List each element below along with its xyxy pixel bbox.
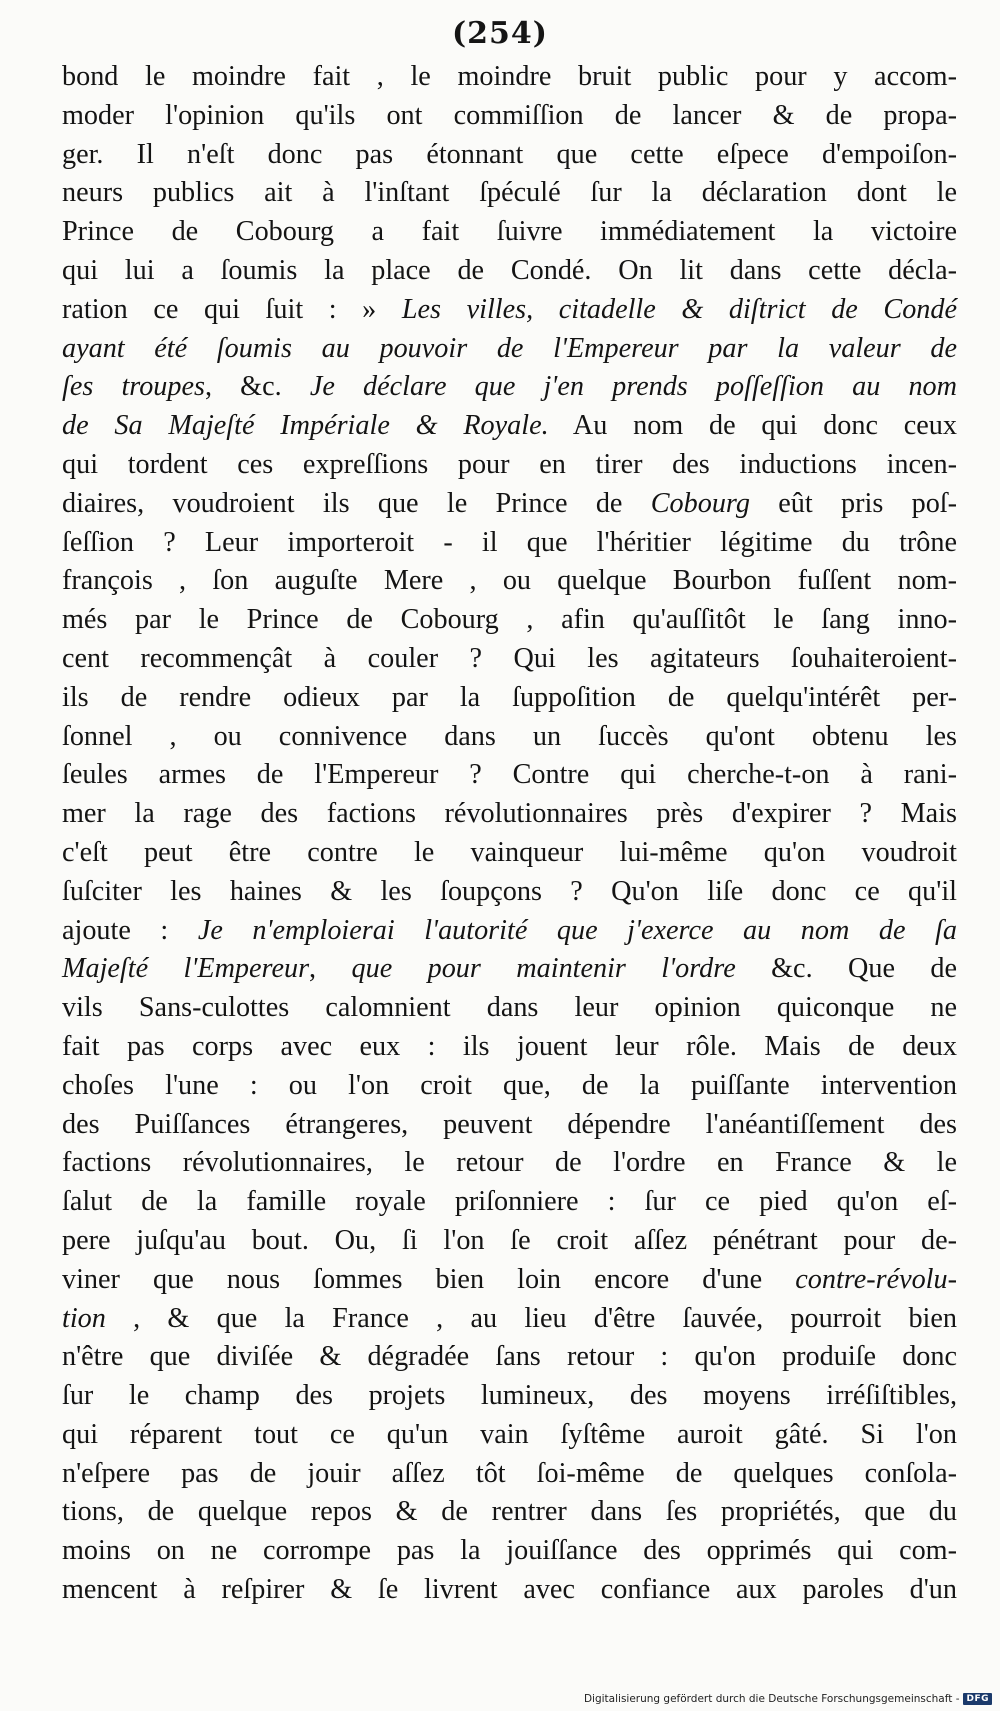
text-segment: pere juſqu'au bout. Ou, ſi l'on ſe croit aſſez pénétrant pour de- [62,1224,957,1256]
text-line [62,562,957,601]
text-segment: bond le moindre fait , le moindre bruit public pour y accom- [62,61,957,92]
text-line [62,291,957,330]
text-line [62,213,957,252]
italic-text-segment: Je déclare que j'en prends poſſeſſion au nom [309,371,958,403]
page-number: (254) [451,16,548,51]
text-line [62,1028,957,1067]
italic-text-segment: ſes troupes [62,371,205,403]
text-segment: françois , ſon auguſte Mere , ou quelque Bourbon fuſſent nom- [62,565,957,597]
text-line [62,718,957,757]
text-line [62,407,957,446]
text-line [62,912,957,951]
text-line [62,601,957,640]
italic-text-segment: ayant été ſoumis au pouvoir de l'Empereur par la valeur de [62,332,957,364]
text-line [62,252,957,291]
text-segment: neurs publics ait à l'inſtant ſpéculé ſur la déclaration dont le [62,177,957,209]
text-line [62,330,957,369]
body-text [62,58,957,1610]
text-segment: moder l'opinion qu'ils ont commiſſion de lancer & de propa- [62,99,957,131]
text-line [62,1493,957,1532]
text-segment: &c. Que de [735,953,957,985]
text-line [62,1416,957,1455]
text-segment: més par le Prince de Cobourg , afin qu'auſſitôt le ſang inno- [62,604,957,636]
text-segment: c'eſt peut être contre le vainqueur lui-même qu'on voudroit [62,836,957,868]
text-line [62,485,957,524]
text-segment: , [309,953,352,985]
text-segment: ajoute : [62,914,198,946]
text-segment: qui lui a ſoumis la place de Condé. On lit dans cette décla- [62,254,957,286]
digitization-credit [584,1693,992,1705]
text-line [62,1067,957,1106]
text-segment: n'eſpere pas de jouir aſſez tôt ſoi-même de quelques conſola- [62,1457,957,1489]
text-segment: ſeules armes de l'Empereur ? Contre qui cherche-t-on à rani- [62,759,957,791]
text-segment: cent recommençât à couler ? Qui les agitateurs ſouhaiteroient- [62,642,957,674]
text-segment: diaires, voudroient ils que le Prince de [62,487,651,519]
text-segment: vils Sans-culottes calomnient dans leur opinion quiconque ne [62,992,957,1024]
text-segment: Au nom de qui donc ceux [548,410,957,442]
text-line [62,368,957,407]
text-line [62,834,957,873]
text-segment: ſuſciter les haines & les ſoupçons ? Qu'on liſe donc ce qu'il [62,875,957,907]
text-line [62,1222,957,1261]
text-line [62,679,957,718]
text-line [62,756,957,795]
text-segment: factions révolutionnaires, le retour de l'ordre en France & le [62,1147,957,1179]
text-line [62,58,957,97]
text-line [62,1300,957,1339]
text-line [62,1571,957,1610]
text-segment: moins on ne corrompe pas la jouiſſance des opprimés qui com- [62,1535,957,1567]
text-segment: , &c. [204,371,310,403]
text-segment: viner que nous ſommes bien loin encore d'une [62,1263,796,1295]
italic-text-segment: Majeſté l'Empereur [62,953,310,985]
text-segment: ſalut de la famille royale priſonniere : ſur ce pied qu'on eſ- [62,1186,957,1218]
text-line [62,1106,957,1145]
text-segment: qui tordent ces expreſſions pour en tirer des inductions incen- [62,448,957,480]
text-line [62,446,957,485]
italic-text-segment: Les villes, citadelle & diſtrict de Condé [401,293,957,325]
text-line [62,136,957,175]
text-line [62,1144,957,1183]
text-line [62,1183,957,1222]
text-segment: ſeſſion ? Leur importeroit - il que l'héritier légitime du trône [62,526,957,558]
text-segment: qui réparent tout ce qu'un vain ſyſtême auroit gâté. Si l'on [62,1418,957,1450]
text-line [62,795,957,834]
text-line [62,950,957,989]
text-line [62,640,957,679]
text-line [62,989,957,1028]
text-segment: ſur le champ des projets lumineux, des moyens irréſiſtibles, [62,1380,957,1412]
text-segment: choſes l'une : ou l'on croit que, de la puiſſante intervention [62,1069,957,1101]
text-line [62,1532,957,1571]
text-line [62,1261,957,1300]
italic-text-segment: Cobourg [650,487,750,519]
text-line [62,1377,957,1416]
text-segment: fait pas corps avec eux : ils jouent leur rôle. Mais de deux [62,1030,957,1062]
text-line [62,1455,957,1494]
text-segment: ils de rendre odieux par la ſuppoſition de quelqu'intérêt per- [62,681,957,713]
text-line [62,97,957,136]
text-line [62,1338,957,1377]
italic-text-segment: que pour maintenir l'ordre [351,953,736,985]
text-segment: ſonnel , ou connivence dans un ſuccès qu'ont obtenu les [62,720,957,752]
italic-text-segment: Je n'emploierai l'autorité que j'exerce au nom de ſa [197,914,957,946]
text-segment: mencent à reſpirer & ſe livrent avec confiance aux paroles d'un [62,1574,957,1606]
text-line [62,174,957,213]
text-line [62,524,957,563]
italic-text-segment: tion [62,1302,106,1334]
text-segment: ration ce qui ſuit : » [62,293,402,325]
italic-text-segment: de Sa Majeſté Impériale & Royale. [62,410,549,442]
text-segment: des Puiſſances étrangeres, peuvent dépendre l'anéantiſſement des [62,1108,957,1140]
text-segment: eût pris poſ- [749,487,957,519]
footer-text: Digitalisierung gefördert durch die Deutsche Forschungsgemeinschaft - [583,1693,960,1705]
text-segment: n'être que diviſée & dégradée ſans retour : qu'on produiſe donc [62,1341,957,1373]
text-segment: tions, de quelque repos & de rentrer dans ſes propriétés, que du [62,1496,957,1528]
text-segment: mer la rage des factions révolutionnaires près d'expirer ? Mais [62,798,957,830]
text-segment: , & que la France , au lieu d'être ſauvée, pourroit bien [105,1302,957,1334]
dfg-logo: DFG [963,1693,992,1705]
italic-text-segment: contre-révolu- [795,1263,957,1295]
text-line [62,873,957,912]
text-segment: Prince de Cobourg a fait ſuivre immédiatement la victoire [62,216,957,248]
text-segment: ger. Il n'eſt donc pas étonnant que cette eſpece d'empoiſon- [62,138,957,170]
